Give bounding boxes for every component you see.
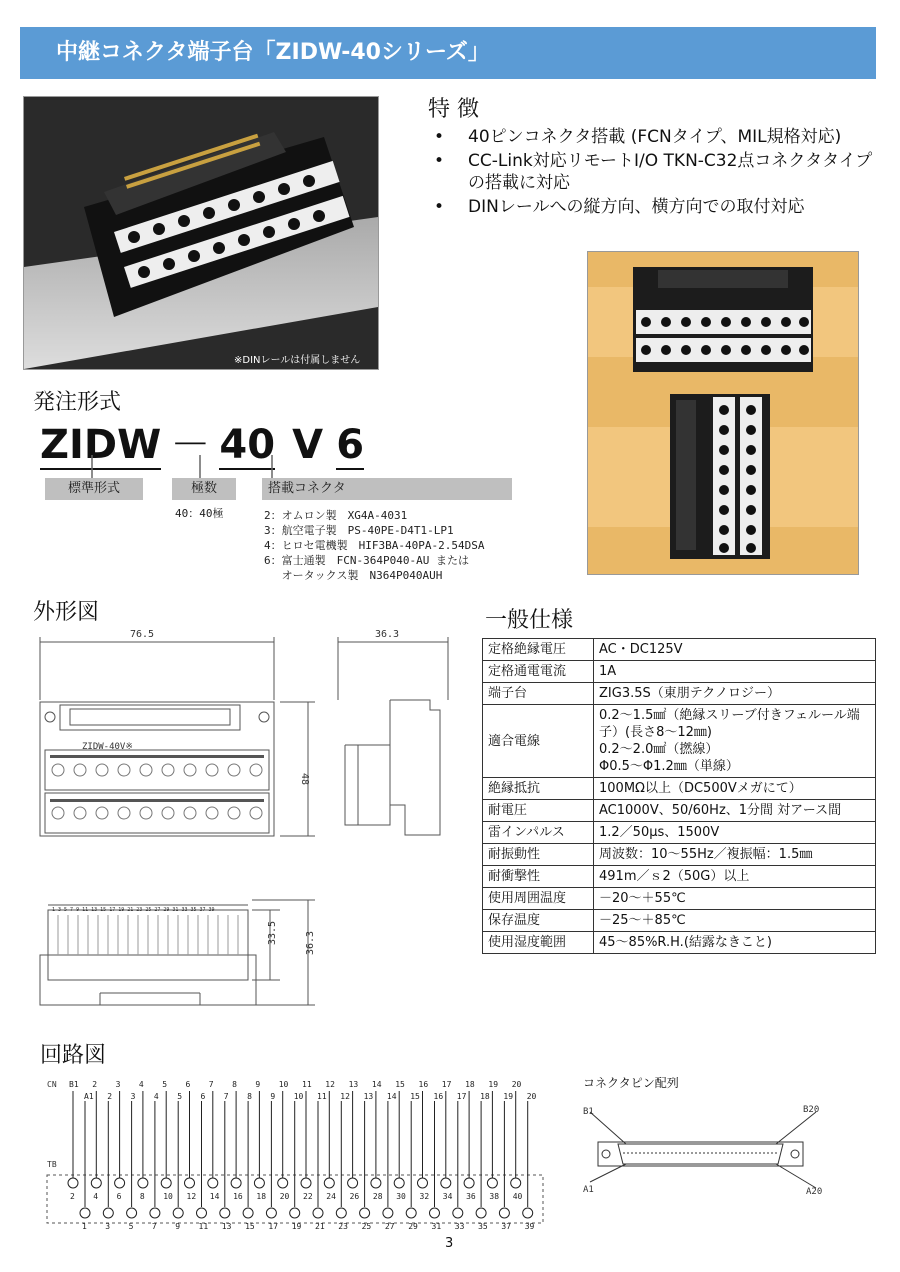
terminal-bottom [360,1208,370,1218]
cn-b-pin-label: 18 [465,1080,475,1089]
spec-key: 保存温度 [483,910,594,932]
terminal-top [208,1178,218,1188]
tb-top-label: 24 [326,1192,336,1201]
tb-label: TB [47,1160,57,1169]
tb-bottom-label: 9 [175,1222,181,1231]
cn-b-pin-label: 12 [325,1080,335,1089]
tb-bottom-label: 25 [361,1222,372,1231]
connector-option: 6：富士通製 FCN-364P040-AU または [264,554,469,567]
terminal-bottom [430,1208,440,1218]
product-photo-mounting [587,251,859,575]
spec-value-line: 周波数：10～55Hz／複振幅：1.5㎜ [599,847,813,862]
terminal-bottom [523,1208,533,1218]
tb-bottom-label: 13 [221,1222,232,1231]
spec-value-line: AC1000V、50/60Hz、1分間 対アース間 [599,803,842,818]
dim-side2: 36.3 [305,930,316,955]
spec-value-line: 1A [599,664,617,679]
tb-top-label: 40 [512,1192,523,1201]
cn-a-pin-label: A1 [84,1092,94,1101]
connector-pin-diagram [578,1100,838,1200]
cn-b-pin-label: 8 [232,1080,237,1089]
cn-a-pin-label: 2 [107,1092,113,1101]
cn-a-pin-label: 13 [363,1092,374,1101]
page-header [20,27,876,79]
cn-a-pin-label: 19 [503,1092,514,1101]
tb-bottom-label: 7 [151,1222,157,1231]
terminal-bottom [80,1208,90,1218]
tb-bottom-label: 37 [501,1222,512,1231]
spec-row [483,822,876,844]
cn-label: CN [47,1080,57,1089]
cn-b-pin-label: 9 [255,1080,261,1089]
cn-b-pin-label: 17 [441,1080,452,1089]
label-poles: 極数 [172,478,236,500]
terminal-bottom [197,1208,207,1218]
spec-value [594,683,876,705]
terminal-top [441,1178,451,1188]
terminal-bottom [453,1208,463,1218]
terminal-bottom [220,1208,230,1218]
label-standard: 標準形式 [45,478,143,500]
spec-value [594,844,876,866]
spec-value-line: 100MΩ以上（DC500Vメガにて） [599,781,802,796]
spec-value [594,705,876,778]
cn-b-pin-label: 2 [92,1080,98,1089]
page-title: 中継コネクタ端子台「ZIDW-40シリーズ」 [56,40,490,65]
terminal-top [138,1178,148,1188]
connector-option: 4：ヒロセ電機製 HIF3BA-40PA-2.54DSA [264,539,485,552]
cn-a-pin-label: 8 [247,1092,252,1101]
spec-key: 使用湿度範囲 [483,932,594,954]
cn-a-pin-label: 16 [433,1092,444,1101]
circuit-heading: 回路図 [40,1043,107,1068]
cn-b-pin-label: 7 [208,1080,214,1089]
terminal-top [487,1178,497,1188]
spec-row [483,800,876,822]
tb-top-label: 34 [442,1192,453,1201]
tb-bottom-label: 39 [524,1222,535,1231]
poles-note: 40：40極 [175,507,224,520]
spec-value [594,910,876,932]
spec-key: 耐衝撃性 [483,866,594,888]
spec-row [483,932,876,954]
tb-bottom-label: 15 [245,1222,255,1231]
cn-a-pin-label: 14 [386,1092,397,1101]
pin-label-a20: A20 [806,1187,823,1197]
order-heading: 発注形式 [33,390,122,415]
connector-list [264,508,484,583]
terminal-bottom [103,1208,113,1218]
cn-a-pin-label: 7 [223,1092,229,1101]
cn-a-pin-label: 20 [526,1092,537,1101]
cn-a-pin-label: 18 [480,1092,490,1101]
tb-bottom-label: 35 [478,1222,488,1231]
tb-bottom-label: 27 [384,1222,395,1231]
terminal-bottom [266,1208,276,1218]
spec-value-line: AC・DC125V [599,642,683,657]
tb-bottom-label: 1 [82,1222,87,1231]
tb-bottom-label: 11 [198,1222,209,1231]
spec-key: 耐電圧 [483,800,594,822]
tb-top-label: 12 [186,1192,197,1201]
cn-a-pin-label: 3 [130,1092,136,1101]
spec-row [483,910,876,932]
dim-side1: 33.5 [267,920,278,945]
spec-value-line: ZIG3.5S（東朋テクノロジー） [599,686,780,701]
terminal-top [464,1178,474,1188]
cn-b-pin-label: 16 [418,1080,429,1089]
cn-b-pin-label: 5 [162,1080,168,1089]
terminal-top [371,1178,381,1188]
dim-height: 48 [299,773,310,786]
terminal-top [91,1178,101,1188]
features-heading: 特 徴 [428,97,479,122]
photo-note: ※DINレールは付属しません [234,355,361,366]
feature-item: • 40ピンコネクタ搭載 (FCNタイプ、MIL規格対応) [428,126,873,148]
tb-bottom-label: 5 [128,1222,134,1231]
spec-row [483,888,876,910]
spec-value [594,639,876,661]
tb-top-label: 4 [93,1192,99,1201]
label-connector: 搭載コネクタ [262,478,512,500]
cn-b-pin-label: 20 [511,1080,522,1089]
connector-option: 2：オムロン製 XG4A-4031 [264,509,408,522]
page-number: 3 [445,1236,454,1251]
tb-top-label: 32 [419,1192,430,1201]
tb-top-label: 2 [70,1192,75,1201]
spec-value-line: 491m／ｓ2（50G）以上 [599,869,750,884]
pin-label-a1: A1 [583,1185,594,1195]
cn-b-pin-label: B1 [69,1080,79,1089]
terminal-bottom [150,1208,160,1218]
terminal-bottom [476,1208,486,1218]
mounting-photo-illustration [588,252,858,574]
cn-a-pin-label: 6 [200,1092,206,1101]
feature-item: • DINレールへの縦方向、横方向での取付対応 [428,196,873,218]
tb-top-label: 10 [163,1192,173,1201]
feature-item: • CC-Link対応リモートI/O TKN-C32点コネクタタイプの搭載に対応 [428,150,873,194]
cn-b-pin-label: 10 [278,1080,289,1089]
terminal-top [278,1178,288,1188]
outline-tb-numbers: 1 3 5 7 9 11 13 15 17 19 21 23 25 27 29 31 33 35 37 39 [52,907,215,913]
spec-value [594,778,876,800]
spec-value-line: 0.2～1.5㎟（絶縁スリーブ付きフェルール端子）(長さ8～12㎜) [599,708,860,740]
spec-value-line: 0.2～2.0㎟（撚線） [599,742,719,757]
cn-a-pin-label: 15 [410,1092,420,1101]
spec-key: 適合電線 [483,705,594,778]
terminal-top [254,1178,264,1188]
terminal-bottom [313,1208,323,1218]
tb-top-label: 14 [209,1192,220,1201]
terminal-bottom [499,1208,509,1218]
terminal-top [68,1178,78,1188]
cn-b-pin-label: 19 [488,1080,499,1089]
spec-row [483,683,876,705]
spec-key: 定格通電電流 [483,661,594,683]
terminal-bottom [290,1208,300,1218]
pin-label-b1: B1 [583,1107,594,1117]
dim-width: 76.5 [130,629,155,640]
spec-row [483,661,876,683]
features-list [428,126,873,220]
terminal-top [231,1178,241,1188]
code-poles: 40 [219,422,276,468]
terminal-top [324,1178,334,1188]
tb-top-label: 18 [256,1192,267,1201]
tb-top-label: 6 [116,1192,122,1201]
cn-b-pin-label: 13 [348,1080,359,1089]
tb-top-label: 26 [349,1192,360,1201]
connector-option: 3：航空電子製 PS-40PE-D4T1-LP1 [264,524,454,537]
tb-bottom-label: 29 [408,1222,418,1231]
spec-key: 使用周囲温度 [483,888,594,910]
tb-bottom-label: 21 [315,1222,325,1231]
cn-b-pin-label: 6 [185,1080,191,1089]
spec-row [483,705,876,778]
spec-key: 雷インパルス [483,822,594,844]
pin-label-b20: B20 [803,1105,820,1115]
product-photo-main [23,96,379,370]
spec-value [594,866,876,888]
cn-a-pin-label: 11 [317,1092,327,1101]
spec-value [594,822,876,844]
terminal-bottom [173,1208,183,1218]
tb-top-label: 36 [466,1192,476,1201]
spec-value-line: －25～＋85℃ [599,913,686,928]
terminal-top [301,1178,311,1188]
cn-b-pin-label: 14 [371,1080,382,1089]
terminal-top [115,1178,125,1188]
tb-top-label: 38 [489,1192,500,1201]
product-photo-illustration [24,97,378,369]
tb-bottom-label: 19 [291,1222,302,1231]
spec-heading: 一般仕様 [485,608,574,633]
spec-table [482,638,876,954]
pin-heading: コネクタピン配列 [583,1076,679,1090]
terminal-bottom [127,1208,137,1218]
tb-bottom-label: 33 [454,1222,465,1231]
tb-bottom-label: 23 [338,1222,348,1231]
tb-bottom-label: 3 [105,1222,111,1231]
tb-top-label: 20 [279,1192,290,1201]
spec-value-line: 45～85%R.H.(結露なきこと) [599,935,772,950]
connector-option: オータックス製 N364P040AUH [264,569,443,582]
code-dash: － [170,422,211,468]
tb-top-label: 22 [303,1192,313,1201]
tb-top-label: 30 [396,1192,406,1201]
cn-a-pin-label: 4 [153,1092,159,1101]
order-leader-lines [40,455,300,480]
terminal-bottom [406,1208,416,1218]
dim-depth: 36.3 [375,629,400,640]
cn-b-pin-label: 4 [138,1080,144,1089]
spec-row [483,866,876,888]
code-mount: V [292,422,324,468]
tb-top-label: 16 [233,1192,243,1201]
spec-key: 絶縁抵抗 [483,778,594,800]
tb-bottom-label: 17 [268,1222,279,1231]
cn-b-pin-label: 3 [115,1080,121,1089]
terminal-top [348,1178,358,1188]
spec-key: 定格絶縁電圧 [483,639,594,661]
outline-label: ZIDW-40V※ [82,742,133,752]
cn-a-pin-label: 5 [177,1092,183,1101]
spec-row [483,778,876,800]
spec-value-line: Φ0.5～Φ1.2㎜（単線） [599,759,739,774]
cn-a-pin-label: 9 [270,1092,276,1101]
terminal-top [418,1178,428,1188]
spec-row [483,639,876,661]
terminal-top [185,1178,195,1188]
terminal-bottom [243,1208,253,1218]
spec-value [594,932,876,954]
terminal-top [511,1178,521,1188]
cn-b-pin-label: 15 [395,1080,405,1089]
cn-a-pin-label: 10 [293,1092,304,1101]
code-series: ZIDW [40,422,162,468]
tb-bottom-label: 31 [431,1222,442,1231]
spec-key: 端子台 [483,683,594,705]
tb-top-label: 8 [139,1192,145,1201]
cn-a-pin-label: 17 [456,1092,467,1101]
spec-value [594,661,876,683]
code-connector: 6 [336,422,365,468]
cn-b-pin-label: 11 [302,1080,312,1089]
spec-value-line: －20～＋55℃ [599,891,686,906]
spec-value [594,800,876,822]
terminal-bottom [383,1208,393,1218]
terminal-top [161,1178,171,1188]
circuit-diagram [45,1075,555,1235]
tb-top-label: 28 [372,1192,383,1201]
spec-row [483,844,876,866]
spec-key: 耐振動性 [483,844,594,866]
outline-drawing [30,625,450,1015]
spec-value-line: 1.2／50μs、1500V [599,825,720,840]
terminal-bottom [336,1208,346,1218]
cn-a-pin-label: 12 [340,1092,350,1101]
spec-value [594,888,876,910]
terminal-top [394,1178,404,1188]
outline-heading: 外形図 [33,600,100,625]
